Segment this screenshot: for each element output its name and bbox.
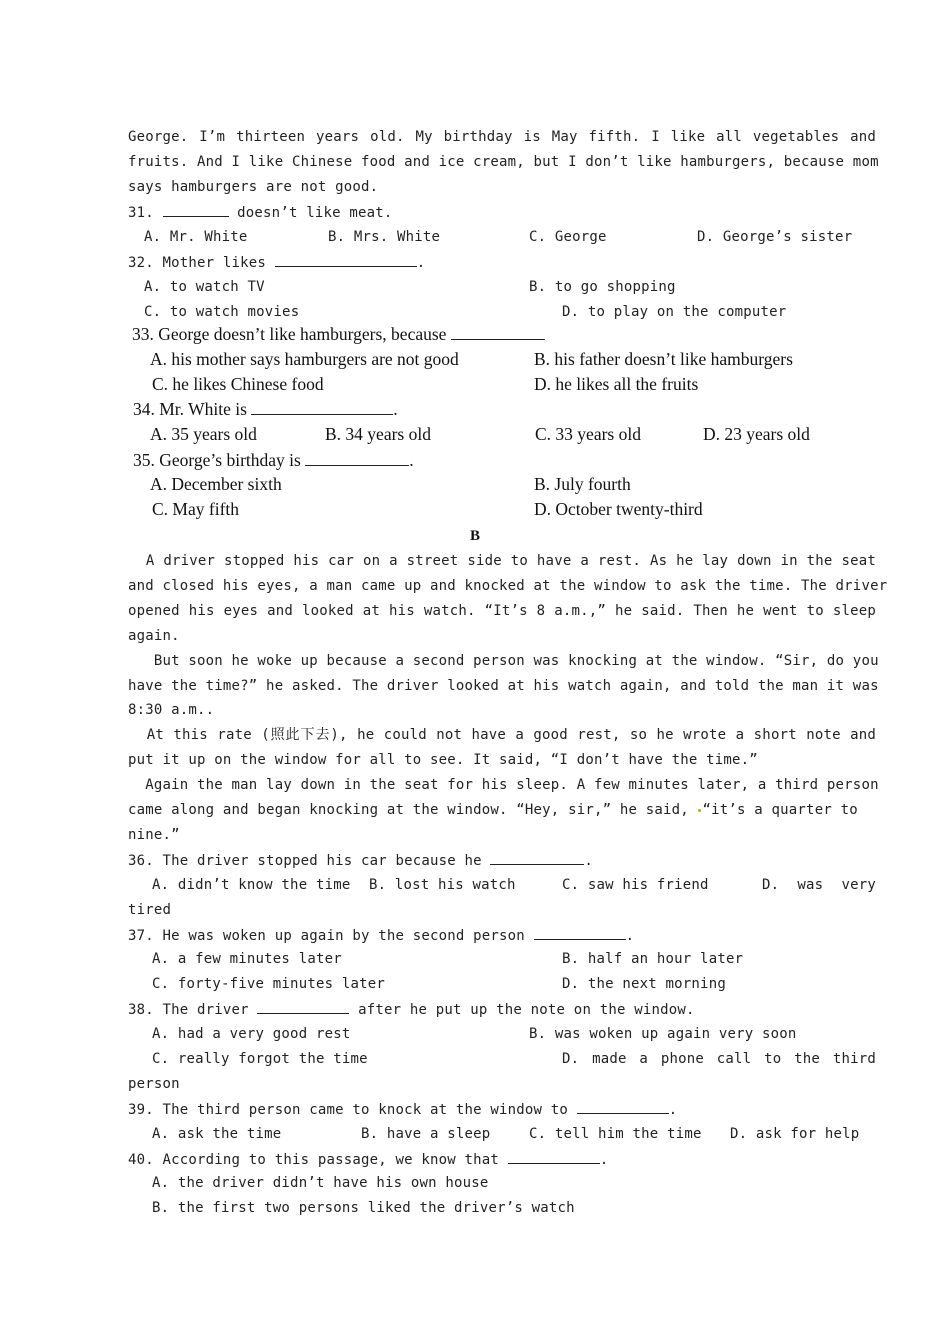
question-40 — [128, 1147, 876, 1172]
option: D. he likes all the fruits — [534, 374, 699, 394]
question-32 — [128, 250, 876, 275]
question-stem: . — [584, 853, 594, 869]
options-32-row1 — [128, 275, 876, 300]
answer-blank — [251, 398, 393, 415]
option: A. Mr. White — [144, 229, 248, 245]
option: D. made a phone call to the third — [562, 1051, 876, 1067]
option: A. December sixth — [150, 474, 282, 494]
answer-blank — [508, 1147, 600, 1164]
question-stem: 36. The driver stopped his car because he — [128, 853, 482, 869]
option: D. to play on the computer — [562, 304, 787, 320]
option: D. October twenty-third — [534, 499, 703, 519]
options-37-row1 — [128, 947, 876, 972]
passage-b-line: and closed his eyes, a man came up and knocked at the window to ask the time. The driver — [128, 578, 888, 594]
question-stem: . — [625, 928, 635, 944]
option: B. his father doesn’t like hamburgers — [534, 349, 793, 369]
option: A. ask the time — [152, 1126, 282, 1142]
options-33-row1 — [128, 347, 876, 372]
option: A. a few minutes later — [152, 951, 342, 967]
option: B. the first two persons liked the driver’s watch — [152, 1200, 575, 1216]
option: C. May fifth — [152, 499, 240, 519]
option: C. tell him the time — [529, 1126, 702, 1142]
options-31 — [128, 225, 876, 250]
passage-b-line: again. — [128, 628, 180, 644]
passage-a-line: fruits. And I like Chinese food and ice cream, but I don’t like hamburgers, because mom — [128, 154, 879, 170]
question-stem: 40. According to this passage, we know that — [128, 1152, 500, 1168]
question-stem: 35. George’s birthday is — [133, 450, 301, 470]
question-stem: 37. He was woken up again by the second person — [128, 928, 525, 944]
question-33 — [128, 322, 876, 347]
option: B. lost his watch — [369, 877, 516, 893]
option: B. Mrs. White — [328, 229, 441, 245]
answer-blank — [577, 1097, 669, 1114]
question-stem: doesn’t like meat. — [237, 205, 393, 221]
question-stem: . — [393, 399, 398, 419]
option: C. George — [529, 229, 607, 245]
options-34 — [128, 422, 876, 447]
passage-a-line: George. I’m thirteen years old. My birthday is May fifth. I like all vegetables and — [128, 129, 876, 145]
options-40-row2 — [128, 1196, 876, 1221]
options-33-row2 — [128, 372, 876, 397]
passage-b-line: opened his eyes and looked at his watch. “It’s 8 a.m.,” he said. Then he went to sleep — [128, 603, 876, 619]
passage-b-line: came along and began knocking at the window. “Hey, sir,” he said, — [128, 802, 689, 818]
dot-mark — [698, 809, 701, 812]
answer-blank — [257, 997, 349, 1014]
question-31 — [128, 200, 876, 225]
question-stem: after he put up the note on the window. — [358, 1002, 695, 1018]
options-38-row2 — [128, 1047, 876, 1072]
option: B. to go shopping — [529, 279, 676, 295]
option: C. really forgot the time — [152, 1051, 368, 1067]
option: D. George’s sister — [697, 229, 853, 245]
passage-b-line: But soon he woke up because a second person was knocking at the window. “Sir, do you — [128, 653, 879, 669]
question-stem: 38. The driver — [128, 1002, 249, 1018]
options-40-row1 — [128, 1171, 876, 1196]
question-stem: 31. — [128, 205, 154, 221]
question-38 — [128, 997, 876, 1022]
passage-b-line: have the time?” he asked. The driver looked at his watch again, and told the man it was — [128, 678, 879, 694]
question-39 — [128, 1097, 876, 1122]
option: A. the driver didn’t have his own house — [152, 1175, 489, 1191]
options-35-row2 — [128, 497, 876, 522]
question-stem: . — [409, 450, 414, 470]
passage-b-line-tail: “it’s a quarter to — [702, 802, 858, 818]
option: B. July fourth — [534, 474, 631, 494]
option: B. was woken up again very soon — [529, 1026, 797, 1042]
question-stem: 32. Mother likes — [128, 255, 267, 271]
answer-blank — [451, 323, 545, 340]
option: D. 23 years old — [703, 424, 810, 444]
question-35 — [128, 448, 876, 473]
passage-b-line: put it up on the window for all to see. It said, “I don’t have the time.” — [128, 752, 758, 768]
option-wrap: person — [128, 1076, 180, 1092]
option: D. the next morning — [562, 976, 726, 992]
option: B. have a sleep — [361, 1126, 491, 1142]
section-b-heading: B — [469, 528, 480, 544]
option: B. 34 years old — [325, 424, 431, 444]
answer-blank — [275, 250, 417, 267]
passage-b-line: At this rate (照此下去), he could not have a good rest, so he wrote a short note and — [128, 727, 876, 743]
question-34 — [128, 397, 876, 422]
question-stem: 33. George doesn’t like hamburgers, because — [132, 324, 447, 344]
options-37-row2 — [128, 972, 876, 997]
question-36 — [128, 848, 876, 873]
answer-blank — [305, 449, 409, 466]
passage-b-line: nine.” — [128, 827, 180, 843]
question-stem: . — [416, 255, 426, 271]
options-38-row1 — [128, 1022, 876, 1047]
passage-b-line: Again the man lay down in the seat for his sleep. A few minutes later, a third person — [128, 777, 879, 793]
question-37 — [128, 923, 876, 948]
question-stem: . — [668, 1102, 678, 1118]
passage-a-line: says hamburgers are not good. — [128, 179, 379, 195]
option: A. 35 years old — [150, 424, 257, 444]
option-wrap: tired — [128, 902, 172, 918]
answer-blank — [534, 923, 626, 940]
options-36 — [128, 873, 876, 898]
passage-b-line: A driver stopped his car on a street side to have a rest. As he lay down in the seat — [128, 553, 876, 569]
option: C. to watch movies — [144, 304, 300, 320]
option: A. his mother says hamburgers are not good — [150, 349, 459, 369]
option: C. saw his friend — [562, 877, 709, 893]
option: B. half an hour later — [562, 951, 744, 967]
options-35-row1 — [128, 472, 876, 497]
option: A. to watch TV — [144, 279, 265, 295]
answer-blank — [490, 848, 584, 865]
question-stem: . — [599, 1152, 609, 1168]
answer-blank — [163, 200, 229, 217]
passage-b-line-split — [128, 798, 876, 823]
option: C. 33 years old — [535, 424, 641, 444]
options-39 — [128, 1122, 876, 1147]
option: D. was very — [762, 877, 876, 893]
option: A. didn’t know the time — [152, 877, 351, 893]
question-stem: 34. Mr. White is — [133, 399, 247, 419]
option: C. he likes Chinese food — [152, 374, 324, 394]
option: A. had a very good rest — [152, 1026, 351, 1042]
option: D. ask for help — [730, 1126, 860, 1142]
question-stem: 39. The third person came to knock at the window to — [128, 1102, 569, 1118]
passage-b-line: 8:30 a.m.. — [128, 702, 215, 718]
option: C. forty-five minutes later — [152, 976, 385, 992]
